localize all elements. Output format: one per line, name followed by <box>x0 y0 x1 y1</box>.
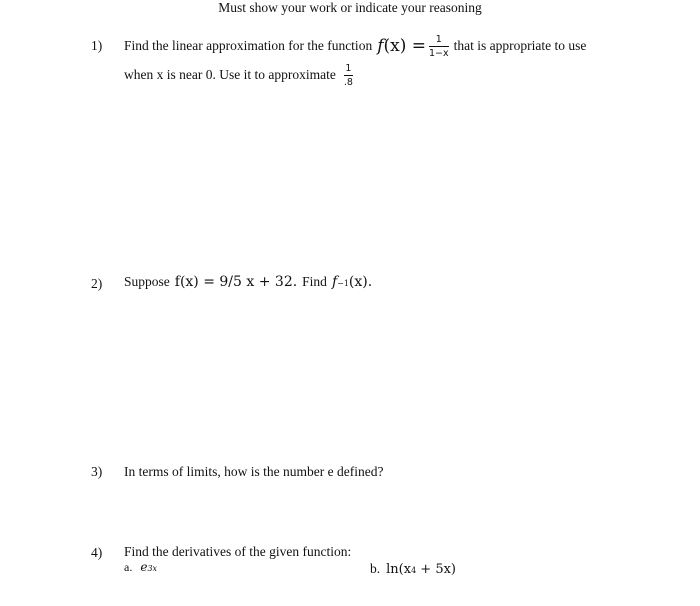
question-4-part-b-exponent: 4 <box>411 566 417 575</box>
question-1-approx-fraction <box>344 63 353 88</box>
question-2-inverse-exponent: −1 <box>337 279 349 288</box>
question-1-function-arg: (x) = <box>383 36 426 56</box>
question-4-number: 4) <box>91 545 103 560</box>
question-4-text: Find the derivatives of the given function: <box>124 544 352 559</box>
question-1-fraction-denominator: 1−x <box>429 47 449 59</box>
question-2-text: Suppose <box>124 274 170 289</box>
question-1-text-line-2: when x is near 0. Use it to approximate <box>124 67 336 82</box>
question-2-find: Find <box>302 274 327 289</box>
question-1-approx-denominator: .8 <box>343 76 353 88</box>
fraction-bar <box>429 46 449 47</box>
question-4-part-a-label: a. <box>124 560 133 574</box>
question-3-number: 3) <box>91 464 103 479</box>
question-1-function-name: f <box>377 36 384 56</box>
question-4-part-b-expression-end: + 5x) <box>416 562 456 577</box>
question-4-part-b-label: b. <box>370 561 381 576</box>
question-2-inverse-f: f <box>331 274 338 290</box>
question-4-part-a-exponent: 3x <box>147 564 158 573</box>
question-4-part-a <box>124 559 157 577</box>
question-1-number: 1) <box>91 38 103 53</box>
question-4-part-b <box>370 561 456 579</box>
question-1-text-continued: that is appropriate to use <box>453 38 587 53</box>
fraction-bar <box>344 75 353 76</box>
question-2-inverse-arg: (x). <box>348 274 373 290</box>
question-1-fraction <box>429 34 449 59</box>
question-2-number: 2) <box>91 276 103 291</box>
page-header: Must show your work or indicate your reasoning <box>218 0 482 15</box>
question-1-text: Find the linear approximation for the function <box>124 38 373 53</box>
question-1-approx-numerator: 1 <box>345 62 352 74</box>
question-1-line-2 <box>124 62 356 88</box>
question-3-text: In terms of limits, how is the number e defined? <box>124 464 384 479</box>
question-1-fraction-numerator: 1 <box>435 33 442 45</box>
question-4-part-a-base: e <box>140 560 148 574</box>
question-4-part-b-expression-start: ln(x <box>386 562 412 577</box>
question-2-function: f(x) = 9/5 x + 32. <box>174 274 298 290</box>
question-2-line <box>124 274 372 292</box>
question-1-line-1 <box>124 35 586 57</box>
